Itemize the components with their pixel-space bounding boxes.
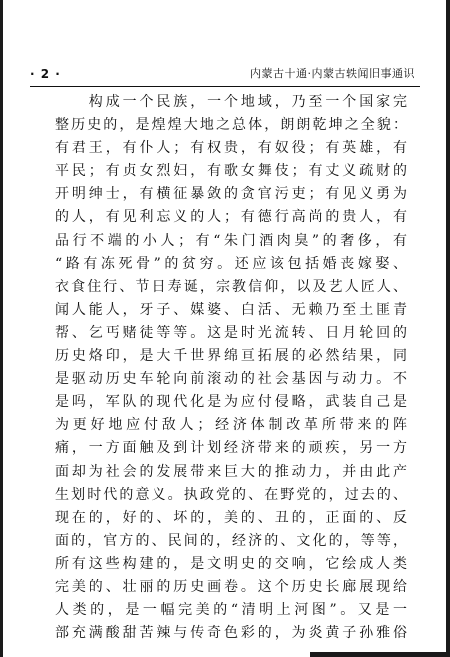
text-line: 痛，一方面触及到计划经济带来的顽疾，另一方 bbox=[55, 440, 407, 457]
text-line: 帮、乞丐赌徒等等。这是时光流转、日月轮回的 bbox=[55, 324, 407, 341]
page-number: · 2 · bbox=[30, 67, 61, 81]
text-line: “路有冻死骨”的贫穷。还应该包括婚丧嫁娶、 bbox=[55, 255, 407, 272]
scan-border-left bbox=[0, 0, 3, 657]
text-line: 平民；有贞女烈妇，有歌女舞伎；有丈义疏财的 bbox=[55, 163, 407, 180]
running-title: 内蒙古十通·内蒙古轶闻旧事通识 bbox=[250, 67, 415, 80]
body-text bbox=[55, 91, 407, 645]
text-line: 历史烙印，是大千世界绵亘拓展的必然结果，同 bbox=[55, 348, 407, 365]
text-line: 面却为社会的发展带来巨大的推动力，并由此产 bbox=[55, 463, 407, 480]
text-line: 人类的，是一幅完美的“清明上河图”。又是一 bbox=[55, 602, 407, 619]
text-line: 所有这些构建的，是文明史的交响，它绘成人类 bbox=[55, 555, 407, 572]
text-line: 为更好地应付敌人；经济体制改革所带来的阵 bbox=[55, 417, 407, 434]
text-line: 有君王，有仆人；有权贵，有奴役；有英雄，有 bbox=[55, 140, 407, 157]
scan-border-right bbox=[446, 0, 450, 657]
text-line: 完美的、壮丽的历史画卷。这个历史长廊展现给 bbox=[55, 578, 407, 595]
text-line: 衣食住行、节日寿诞，宗教信仰，以及艺人匠人、 bbox=[55, 278, 407, 295]
text-line: 开明绅士，有横征暴敛的贪官污吏；有见义勇为 bbox=[55, 186, 407, 203]
header-divider bbox=[30, 86, 420, 87]
text-line: 面的，官方的、民间的，经济的、文化的，等等， bbox=[55, 532, 407, 549]
text-line: 整历史的，是煌煌大地之总体，朗朗乾坤之全貌： bbox=[55, 117, 407, 134]
text-line: 闻人能人，牙子、媒婆、白活、无赖乃至土匪青 bbox=[55, 301, 407, 318]
text-line: 品行不端的小人；有“朱门酒肉臭”的奢侈，有 bbox=[55, 232, 407, 249]
text-line: 是驱动历史车轮向前滚动的社会基因与动力。不 bbox=[55, 371, 407, 388]
scan-border-bottom bbox=[310, 652, 450, 657]
text-line: 部充满酸甜苦辣与传奇色彩的，为炎黄子孙雅俗 bbox=[55, 625, 407, 642]
page-header bbox=[30, 66, 425, 82]
text-line: 是吗，军队的现代化是为应付侵略，武装自己是 bbox=[55, 394, 407, 411]
text-line: 生划时代的意义。执政党的、在野党的，过去的、 bbox=[55, 486, 407, 503]
text-line: 构成一个民族，一个地域，乃至一个国家完 bbox=[55, 94, 407, 110]
text-line: 现在的，好的、坏的，美的、丑的，正面的、反 bbox=[55, 509, 407, 526]
text-line: 的人，有见利忘义的人；有德行高尚的贵人，有 bbox=[55, 209, 407, 226]
